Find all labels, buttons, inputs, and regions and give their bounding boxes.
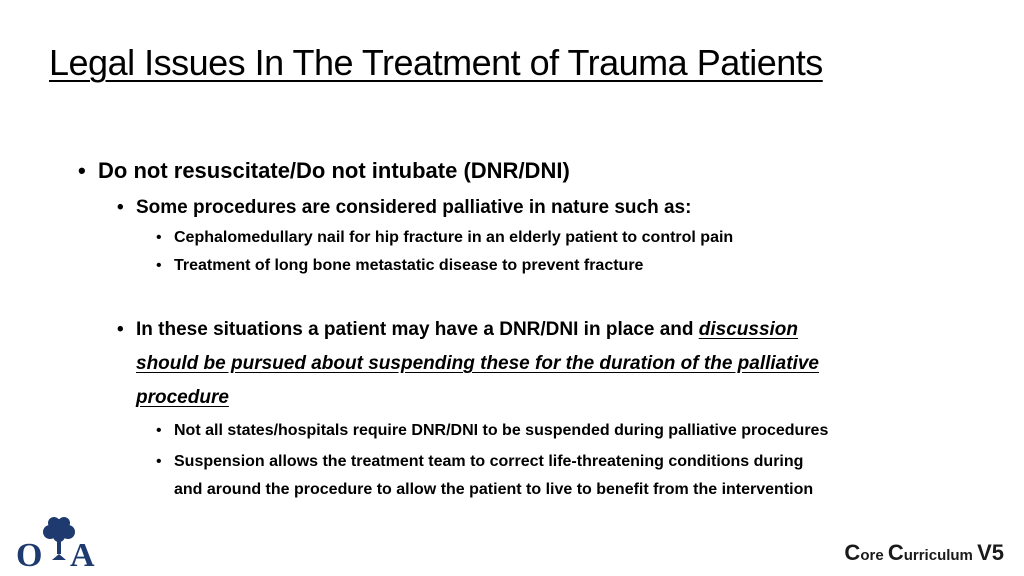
logo-text: O — [16, 537, 44, 570]
situations-emphasis-3: procedure — [136, 387, 229, 408]
bullet-marker: • — [156, 422, 162, 439]
bullet-dnr-dni: Do not resuscitate/Do not intubate (DNR/DNI) — [98, 158, 570, 183]
footer-c2: C — [887, 540, 904, 565]
bullet-metastatic-disease: Treatment of long bone metastatic disease to prevent fracture — [174, 257, 644, 274]
footer-core-curriculum — [844, 540, 1004, 566]
tree-icon — [14, 514, 104, 570]
bullet-marker: • — [117, 319, 124, 340]
situations-emphasis-1: discussion — [698, 319, 799, 340]
situations-emphasis-2: should be pursued about suspending these for the duration of the palliative — [136, 353, 819, 374]
bullet-situations-line1 — [136, 319, 798, 341]
bullet-suspension-line1: Suspension allows the treatment team to correct life-threatening conditions during — [174, 453, 804, 470]
footer-ore: ore — [860, 547, 888, 564]
slide-title: Legal Issues In The Treatment of Trauma Patients — [49, 42, 823, 83]
bullet-suspension-line2: and around the procedure to allow the patient to live to benefit from the intervention — [174, 481, 814, 498]
bullet-cephalomedullary-nail: Cephalomedullary nail for hip fracture in an elderly patient to control pain — [174, 229, 734, 246]
bullet-marker: • — [156, 257, 162, 274]
footer-version: V5 — [977, 540, 1004, 565]
logo-text: A — [70, 537, 95, 570]
bullet-marker: • — [78, 158, 86, 183]
bullet-situations-line3 — [136, 387, 229, 409]
bullet-situations-line2 — [136, 353, 819, 375]
bullet-marker: • — [156, 453, 162, 470]
footer-urriculum: urriculum — [903, 547, 978, 564]
bullet-marker: • — [117, 197, 124, 218]
bullet-not-all-states: Not all states/hospitals require DNR/DNI to be suspended during palliative procedures — [174, 422, 829, 439]
situations-plain-text: In these situations a patient may have a DNR/DNI in place and — [136, 319, 699, 340]
bullet-palliative-procedures: Some procedures are considered palliative in nature such as: — [136, 197, 692, 218]
bullet-marker: • — [156, 229, 162, 246]
footer-c1: C — [844, 540, 861, 565]
ota-logo — [14, 514, 104, 570]
